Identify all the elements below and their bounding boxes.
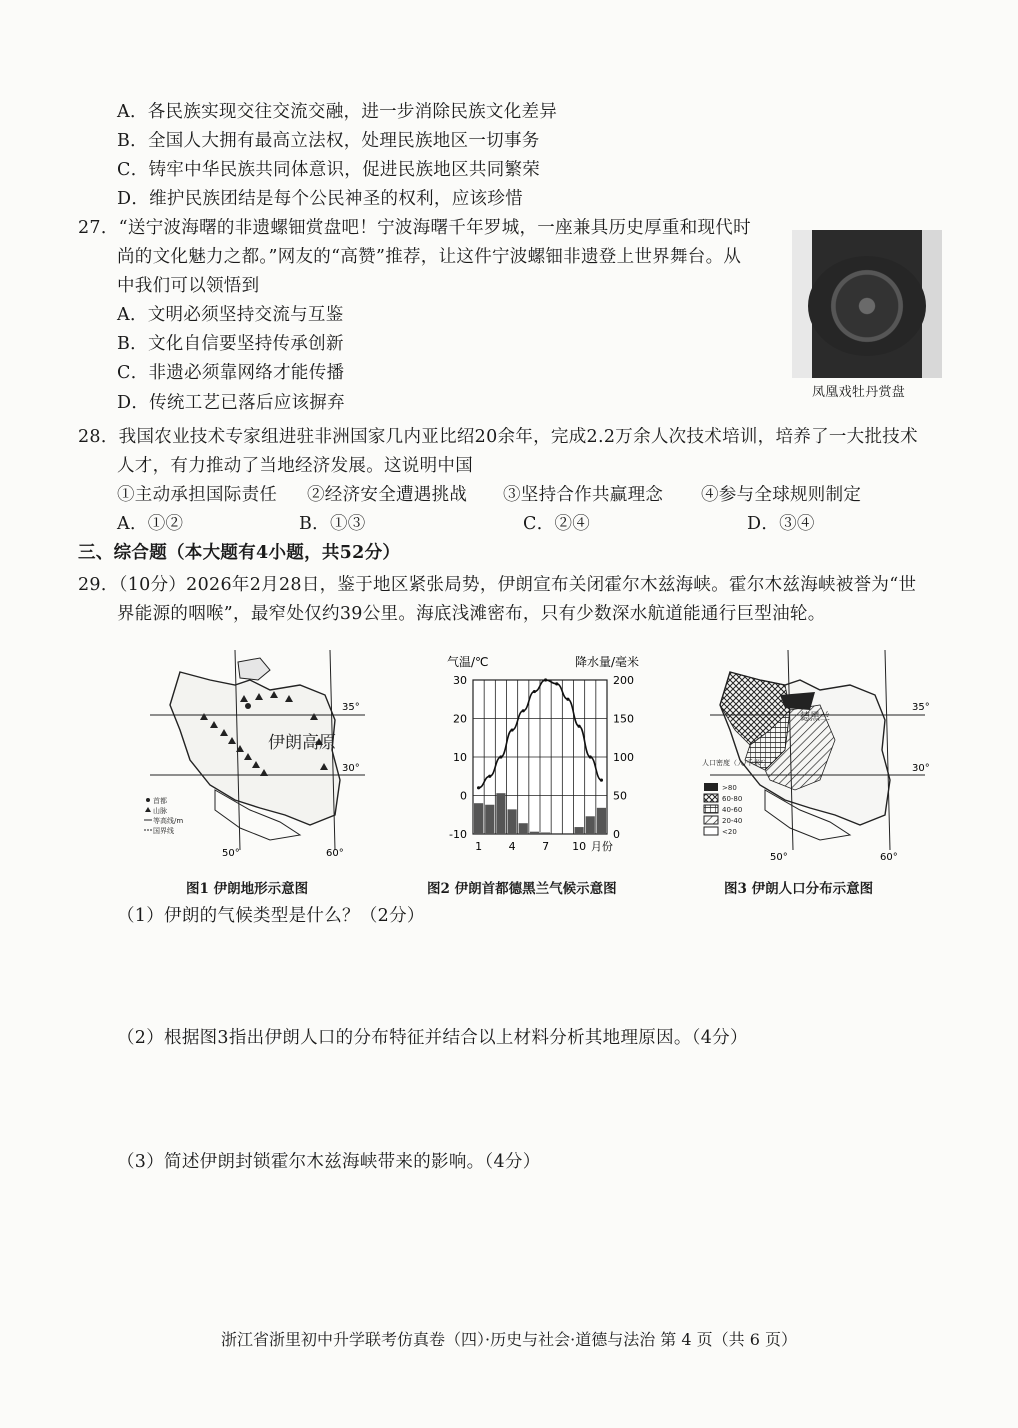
q28-stem-line2: 人才，有力推动了当地经济发展。这说明中国: [117, 456, 473, 476]
fig3-lon-50: 50°: [770, 852, 788, 863]
fig3-legend-title: 人口密度（人/千米²）: [702, 759, 771, 767]
fig3-legend-5: <20: [722, 828, 737, 836]
precip-bar: [508, 809, 517, 834]
q27-option-b: B．文化自信要坚持传承创新: [117, 334, 344, 354]
q28-statement-1: ①主动承担国际责任: [117, 485, 278, 505]
q27-stem-line2: 尚的文化魅力之都。”网友的“高赞”推荐，让这件宁波螺钿非遗登上世界舞台。从: [117, 247, 742, 267]
precip-bar: [474, 803, 483, 834]
temperature-point: [589, 755, 592, 758]
q29-sub-2: （2）根据图3指出伊朗人口的分布特征并结合以上材料分析其地理原因。（4分）: [117, 1028, 748, 1048]
x-tick: 1: [475, 840, 483, 853]
q28-stem-line1: 28．我国农业技术专家组进驻非洲国家几内亚比绍20余年，完成2.2万余人次技术培训，培养了一大批技术: [78, 427, 918, 447]
q27-stem-line1: 27．“送宁波海曙的非遗螺钿赏盘吧！宁波海曙千年罗城，一座兼具历史厚重和现代时: [78, 218, 751, 238]
fig1-lat-35: 35°: [342, 702, 360, 713]
fig3-capital-label: 德黑兰: [800, 712, 830, 723]
q29-sub-3: （3）简述伊朗封锁霍尔木兹海峡带来的影响。（4分）: [117, 1152, 541, 1172]
precip-bar: [575, 827, 584, 834]
q27-stem-line3: 中我们可以领悟到: [117, 276, 260, 296]
fig1-lon-60: 60°: [326, 848, 344, 859]
precip-bar: [530, 832, 539, 834]
fig3-lon-60: 60°: [880, 852, 898, 863]
photo-caption: 凤凰戏牡丹赏盘: [812, 385, 906, 400]
figure-2-caption: 图2 伊朗首都德黑兰气候示意图: [427, 881, 617, 897]
q28-statement-3: ③坚持合作共赢理念: [503, 485, 664, 505]
q26-option-a: A．各民族实现交往交流交融，进一步消除民族文化差异: [117, 102, 558, 122]
q28-choice-b: B．①③: [299, 514, 366, 534]
figure-2-climate-chart: [425, 652, 655, 864]
fig3-legend-3: 40-60: [722, 806, 743, 814]
y-left-label: 气温/℃: [447, 655, 489, 669]
q27-option-a: A．文明必须坚持交流与互鉴: [117, 305, 344, 325]
fig3-legend-1: >80: [722, 784, 737, 792]
y-left-tick: 20: [453, 712, 467, 726]
q27-option-d: D．传统工艺已落后应该摒弃: [117, 393, 345, 413]
q26-option-d: D．维护民族团结是每个公民神圣的权利，应该珍惜: [117, 189, 523, 209]
temperature-point: [510, 728, 513, 731]
x-tick: 10: [572, 840, 587, 853]
legend-border: 国界线: [153, 827, 174, 835]
fig1-lon-50: 50°: [222, 848, 240, 859]
fig3-lat-35: 35°: [912, 702, 930, 713]
temperature-point: [533, 690, 536, 693]
precip-bar: [496, 793, 505, 834]
precip-bar: [597, 808, 606, 834]
precip-bar: [552, 833, 561, 834]
legend-contour: 等高线/m: [153, 817, 184, 825]
x-tick: 7: [542, 840, 550, 853]
temperature-point: [477, 786, 480, 789]
q28-choice-d: D．③④: [747, 514, 815, 534]
q26-option-b: B．全国人大拥有最高立法权，处理民族地区一切事务: [117, 131, 540, 151]
precip-bar: [541, 832, 550, 834]
y-left-tick: 10: [453, 751, 467, 764]
figure-1-terrain-map: [140, 650, 370, 865]
q29-stem-line1: 29．（10分）2026年2月28日，鉴于地区紧张局势，伊朗宣布关闭霍尔木兹海峡。霍尔木兹海峡被誉为“世: [78, 575, 917, 595]
legend-capital: 首都: [153, 797, 167, 805]
y-right-tick: 150: [613, 712, 634, 726]
precip-bar: [519, 823, 528, 834]
temperature-point: [577, 725, 580, 728]
page-footer: 浙江省浙里初中升学联考仿真卷（四）·历史与社会·道德与法治 第 4 页（共 6 页）: [221, 1330, 797, 1349]
fig3-legend-4: 20-40: [722, 817, 743, 825]
temperature-point: [544, 678, 547, 681]
fig3-lat-30: 30°: [912, 763, 930, 774]
figure-1-caption: 图1 伊朗地形示意图: [186, 881, 309, 897]
figure-3-caption: 图3 伊朗人口分布示意图: [724, 881, 874, 897]
fig1-lat-30: 30°: [342, 763, 360, 774]
section-3-heading: 三、综合题（本大题有4小题，共52分）: [78, 543, 401, 563]
y-left-tick: -10: [449, 828, 467, 841]
q28-statement-4: ④参与全球规则制定: [701, 485, 862, 505]
precip-bar: [485, 805, 494, 834]
legend-mountain: 山脉: [153, 807, 167, 815]
temperature-point: [600, 779, 603, 782]
y-right-tick: 100: [613, 751, 634, 764]
y-right-tick: 0: [613, 828, 620, 841]
y-left-tick: 0: [460, 789, 467, 803]
temperature-point: [499, 755, 502, 758]
q28-choice-a: A．①②: [117, 514, 184, 534]
plateau-label: 伊朗高原: [268, 733, 336, 753]
temperature-point: [488, 775, 491, 778]
temperature-point: [566, 698, 569, 701]
temperature-point: [522, 709, 525, 712]
precip-bar: [563, 833, 572, 834]
x-axis-label: 月份: [590, 840, 613, 853]
x-tick: 4: [508, 840, 516, 853]
y-right-tick: 200: [613, 674, 634, 687]
fig3-legend-2: 60-80: [722, 795, 743, 803]
figure-3-population-map: [700, 650, 932, 865]
q29-stem-line2: 界能源的咽喉”，最窄处仅约39公里。海底浅滩密布，只有少数深水航道能通行巨型油轮。: [117, 604, 826, 624]
precip-bar: [586, 816, 595, 834]
y-right-label: 降水量/毫米: [575, 655, 640, 669]
lacquer-plate-photo: [792, 230, 942, 378]
y-right-tick: 50: [613, 789, 627, 803]
temperature-point: [555, 682, 558, 685]
q26-option-c: C．铸牢中华民族共同体意识，促进民族地区共同繁荣: [117, 160, 541, 180]
y-left-tick: 30: [453, 674, 467, 687]
q28-choice-c: C．②④: [523, 514, 591, 534]
q27-option-c: C．非遗必须靠网络才能传播: [117, 363, 345, 383]
q28-statement-2: ②经济安全遭遇挑战: [307, 485, 468, 505]
q29-sub-1: （1）伊朗的气候类型是什么？（2分）: [117, 906, 425, 926]
